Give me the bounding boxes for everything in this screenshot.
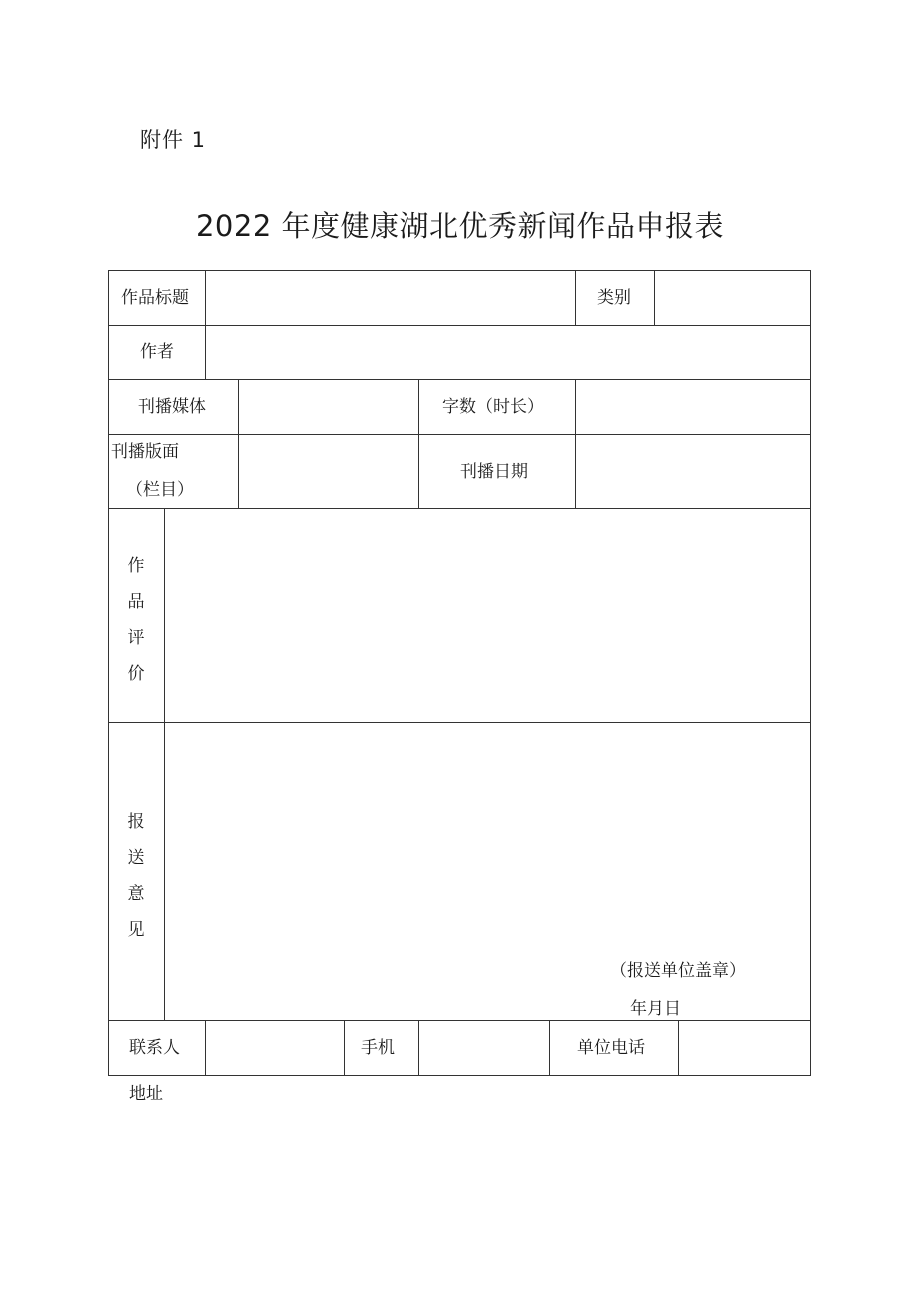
evaluation-field[interactable] [165,509,810,722]
submission-label-char: 报 [127,812,145,832]
evaluation-label [126,548,146,692]
publish-date-field[interactable] [576,435,810,508]
submission-label-char: 送 [127,848,145,868]
page-section-field[interactable] [239,435,418,508]
submission-label-char: 见 [127,920,145,940]
unit-phone-label: 单位电话 [577,1038,645,1058]
column-divider [575,270,576,325]
page-section-label-sub: （栏目） [126,480,194,500]
media-field[interactable] [239,380,418,434]
page-section-label: 刊播版面 [111,442,179,462]
table-border-bottom [108,1075,811,1076]
unit-stamp-text: （报送单位盖章） [610,961,746,981]
application-form-table [108,270,811,1076]
evaluation-label-char: 作 [127,556,145,576]
publish-date-label: 刊播日期 [460,462,528,482]
contact-person-field[interactable] [206,1021,344,1075]
evaluation-label-char: 品 [127,592,145,612]
media-label: 刊播媒体 [138,397,206,417]
table-border-left [108,270,109,1076]
work-title-label: 作品标题 [121,288,189,308]
unit-phone-field[interactable] [679,1021,810,1075]
mobile-label: 手机 [361,1038,395,1058]
column-divider [549,1020,550,1075]
author-field[interactable] [206,326,810,379]
word-count-field[interactable] [576,380,810,434]
mobile-field[interactable] [419,1021,549,1075]
author-label: 作者 [140,342,174,362]
table-border-right [810,270,811,1076]
submission-label-char: 意 [127,884,145,904]
evaluation-label-char: 评 [127,628,145,648]
work-title-field[interactable] [206,271,575,325]
column-divider [418,379,419,508]
category-field[interactable] [655,271,810,325]
contact-person-label: 联系人 [129,1038,180,1058]
word-count-label: 字数（时长） [442,397,544,417]
date-line-text: 年月日 [630,999,681,1019]
address-label: 地址 [129,1084,163,1104]
submission-opinion-label [126,804,146,948]
document-title: 2022 年度健康湖北优秀新闻作品申报表 [195,209,725,243]
evaluation-label-char: 价 [127,664,145,684]
category-label: 类别 [597,288,631,308]
column-divider [344,1020,345,1075]
attachment-label: 附件 1 [140,128,207,152]
